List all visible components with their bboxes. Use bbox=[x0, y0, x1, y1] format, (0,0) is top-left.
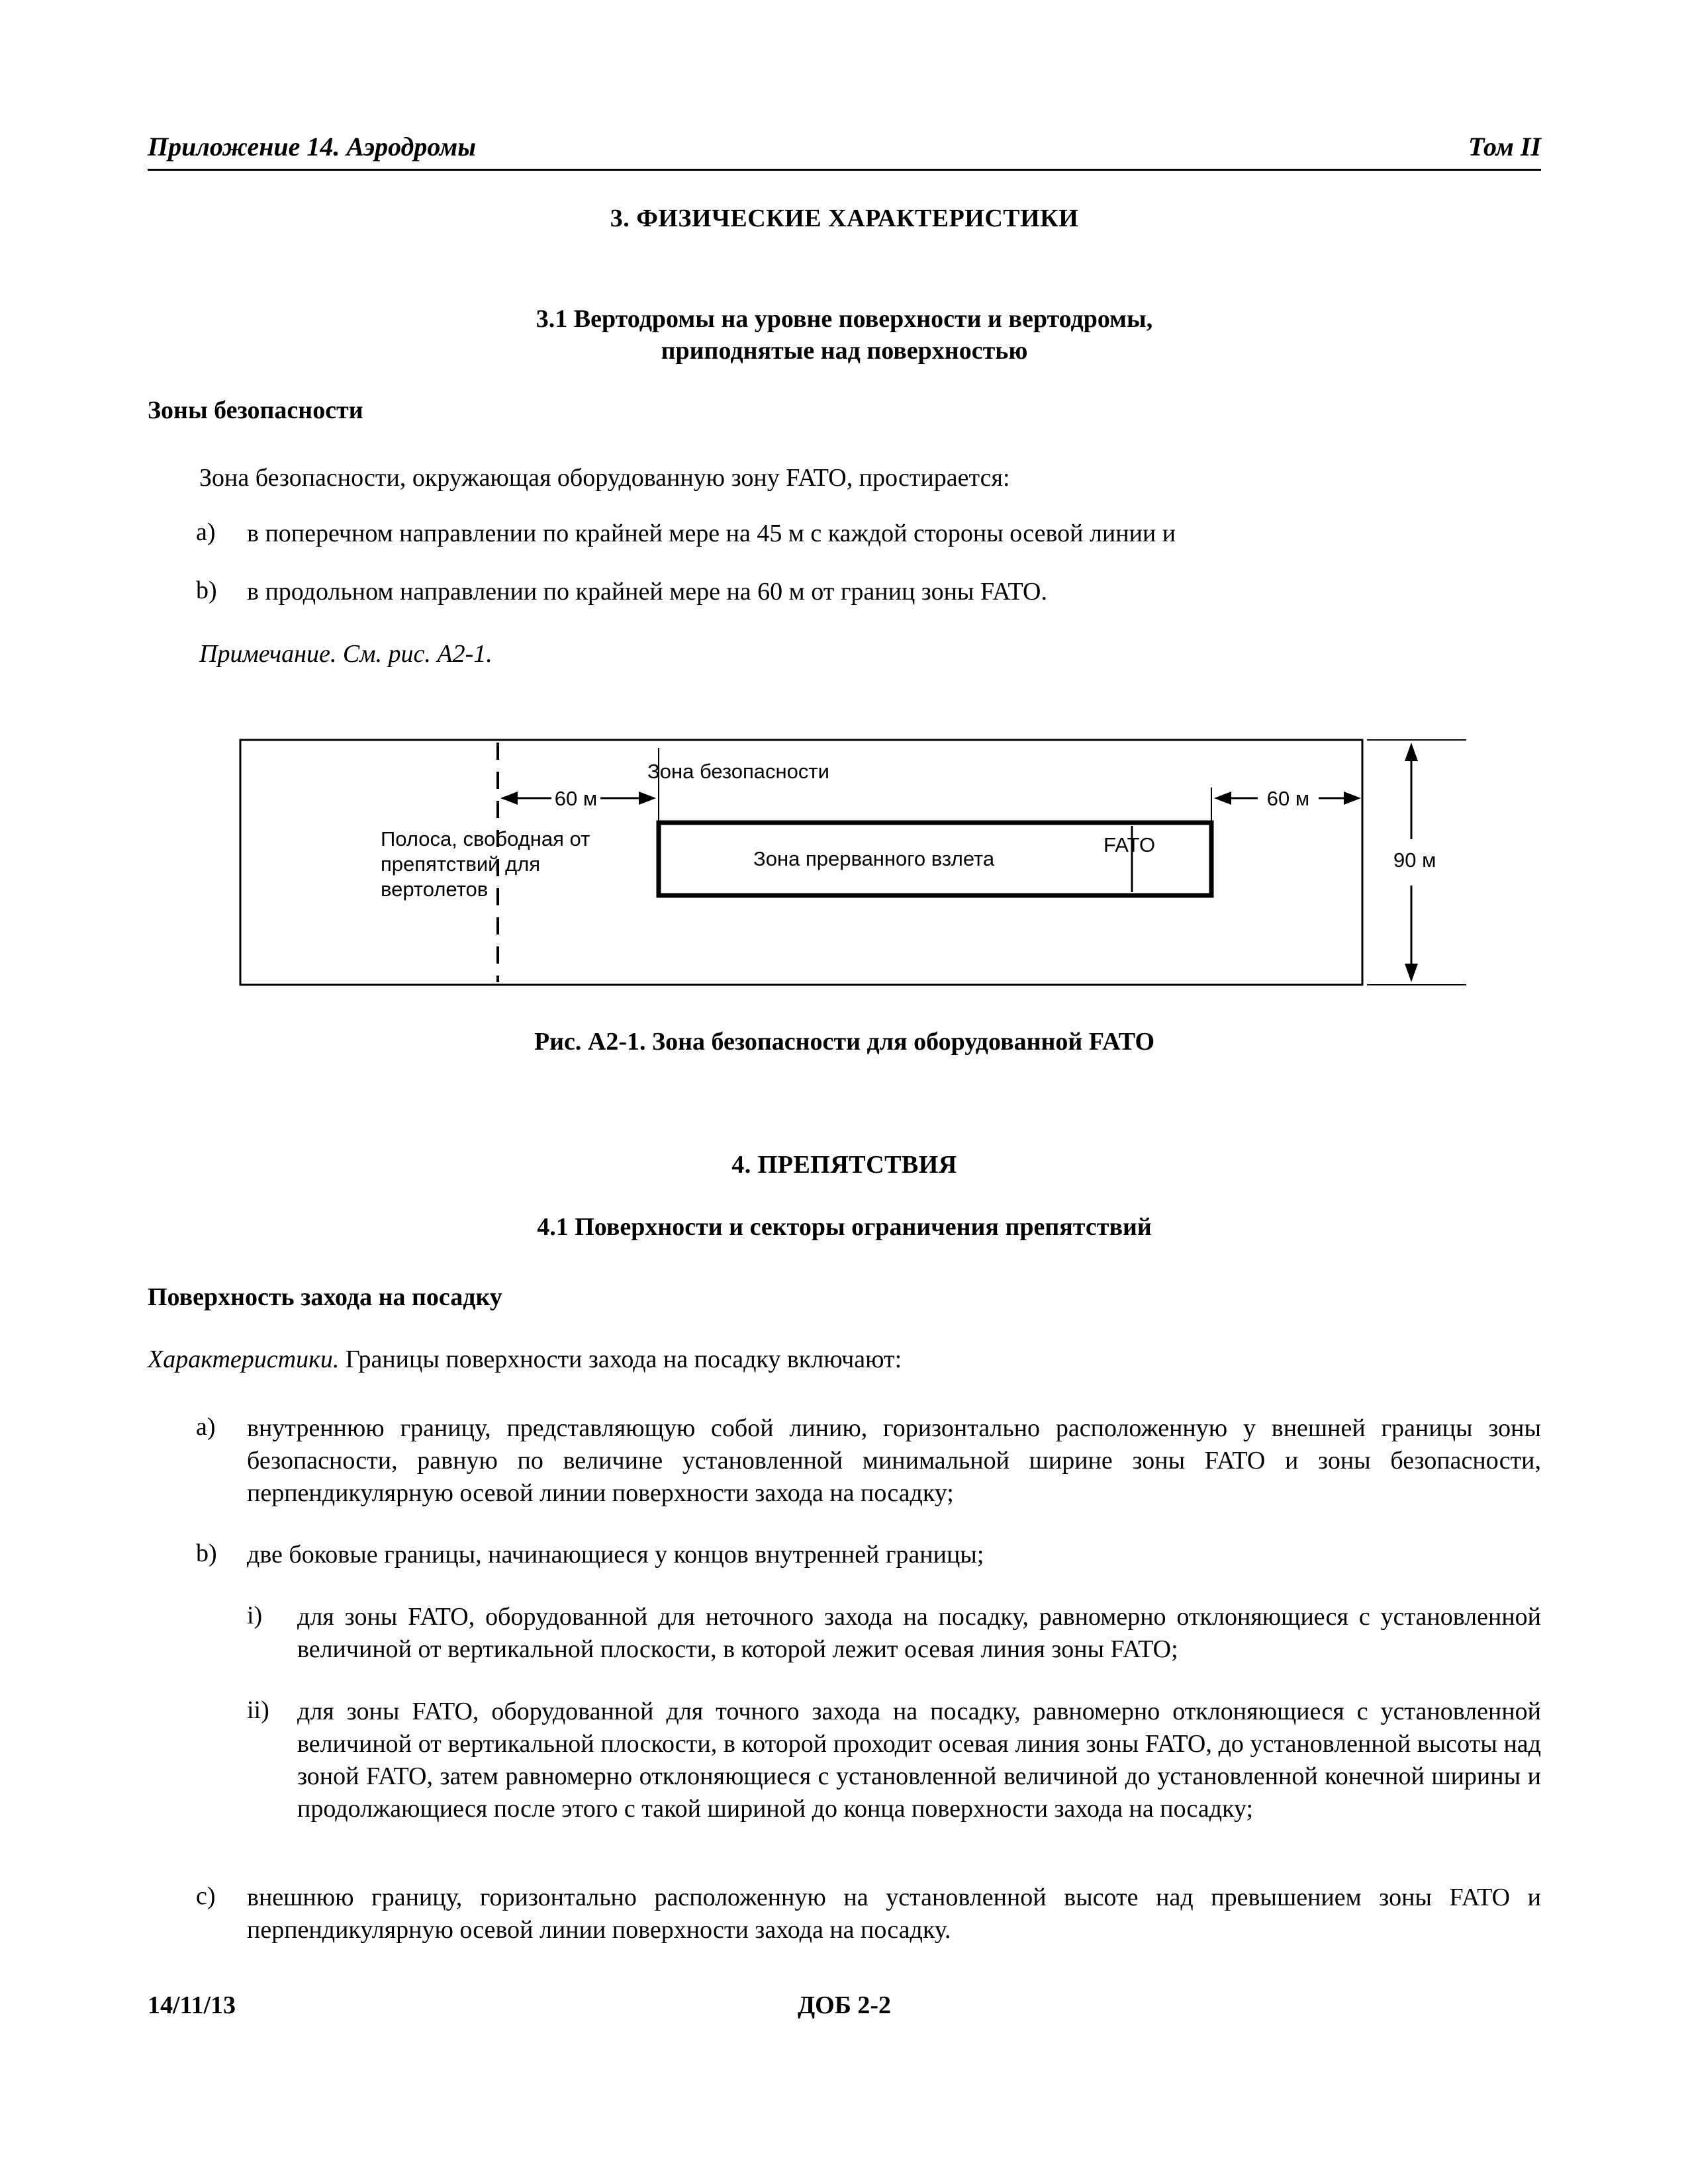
item-4a-text: внутреннюю границу, представляющую собой линию, горизонтально расположенную у внешней границы зоны безопасности, равную по величине установленной минимальной ширине зоны FATO и зоны безопасности, перпендикулярную осевой линии поверхности захода на посадку; bbox=[247, 1414, 1541, 1507]
safety-zone-figure bbox=[0, 0, 1688, 1059]
header-left: Приложение 14. Аэродромы bbox=[148, 132, 477, 161]
dim-arrow-left-head-b bbox=[639, 792, 656, 805]
dim-right-label: 60 м bbox=[1266, 787, 1310, 810]
item-4b-i-label: i) bbox=[247, 1602, 263, 1629]
characteristics-text: Границы поверхности захода на посадку включают: bbox=[339, 1345, 902, 1373]
safety-zones-heading: Зоны безопасности bbox=[148, 396, 363, 424]
dim-left-label: 60 м bbox=[554, 787, 598, 810]
item-4c-text: внешнюю границу, горизонтально расположенную на установленной высоте над превышением зоны FATO и перпендикулярную осевой линии поверхности захода на посадку. bbox=[247, 1884, 1541, 1944]
item-b-text: в продольном направлении по крайней мере на 60 м от границ зоны FATO. bbox=[247, 578, 1047, 606]
safety-zone-label: Зона безопасности bbox=[647, 760, 829, 783]
item-b-label: b) bbox=[196, 576, 217, 604]
footer-date: 14/11/13 bbox=[148, 1991, 236, 2019]
clearway-label-line2: препятствий для bbox=[381, 852, 541, 876]
safety-zone-intro: Зона безопасности, окружающая оборудованную зону FATO, простирается: bbox=[199, 464, 1010, 492]
section-4-1-title: 4.1 Поверхности и секторы ограничения препятствий bbox=[537, 1213, 1152, 1241]
characteristics-intro bbox=[148, 1343, 902, 1376]
dim-arrow-vertical-head-bottom bbox=[1405, 964, 1418, 982]
dim-height-label: 90 м bbox=[1393, 848, 1436, 872]
header-right: Том II bbox=[1468, 132, 1541, 161]
section-4-title: 4. ПРЕПЯТСТВИЯ bbox=[731, 1151, 957, 1179]
item-4a-label: a) bbox=[196, 1413, 216, 1441]
footer-page-number: ДОБ 2-2 bbox=[798, 1991, 891, 2019]
dim-arrow-left-head-a bbox=[500, 792, 518, 805]
dim-arrow-right-head-b bbox=[1344, 792, 1361, 805]
dim-arrow-vertical-head-top bbox=[1405, 743, 1418, 761]
item-4b-i-text: для зоны FATO, оборудованной для неточного захода на посадку, равномерно отклоняющиеся с установленной величиной от вертикальной плоскости, в которой лежит осевая линия зоны FATO; bbox=[297, 1603, 1541, 1663]
clearway-label-line1: Полоса, свободная от bbox=[381, 827, 590, 850]
item-4b-text: две боковые границы, начинающиеся у концов внутренней границы; bbox=[247, 1541, 984, 1569]
section-3-1-title-line1: 3.1 Вертодромы на уровне поверхности и вертодромы, bbox=[536, 305, 1153, 333]
item-a-text: в поперечном направлении по крайней мере на 45 м с каждой стороны осевой линии и bbox=[247, 520, 1176, 547]
figure-caption: Рис. А2-1. Зона безопасности для оборудованной FATO bbox=[534, 1028, 1155, 1056]
item-a-label: a) bbox=[196, 518, 216, 546]
fato-label: FATO bbox=[1103, 833, 1156, 856]
dim-arrow-right-head-a bbox=[1214, 792, 1231, 805]
figure-note: Примечание. См. рис. А2-1. bbox=[199, 640, 492, 668]
characteristics-label: Характеристики. bbox=[148, 1345, 340, 1373]
rejected-takeoff-label: Зона прерванного взлета bbox=[753, 847, 995, 870]
approach-surface-heading: Поверхность захода на посадку bbox=[148, 1283, 502, 1311]
section-3-title: 3. ФИЗИЧЕСКИЕ ХАРАКТЕРИСТИКИ bbox=[610, 205, 1079, 232]
clearway-label-line3: вертолетов bbox=[381, 878, 489, 901]
item-4c-label: c) bbox=[196, 1882, 216, 1910]
item-4b-ii-text: для зоны FATO, оборудованной для точного захода на посадку, равномерно отклоняющиеся с установленной величиной от вертикальной плоскости, в которой проходит осевая линия зоны FATO, до установленной высоты над зоной FATO, затем равномерно отклоняющиеся с установленной величиной до установленной конечной ширины и продолжающиеся после этого с такой шириной до конца поверхности захода на посадку; bbox=[297, 1698, 1541, 1823]
item-4b-ii-label: ii) bbox=[247, 1696, 269, 1724]
section-3-1-title-line2: приподнятые над поверхностью bbox=[661, 337, 1028, 365]
item-4b-label: b) bbox=[196, 1539, 217, 1567]
